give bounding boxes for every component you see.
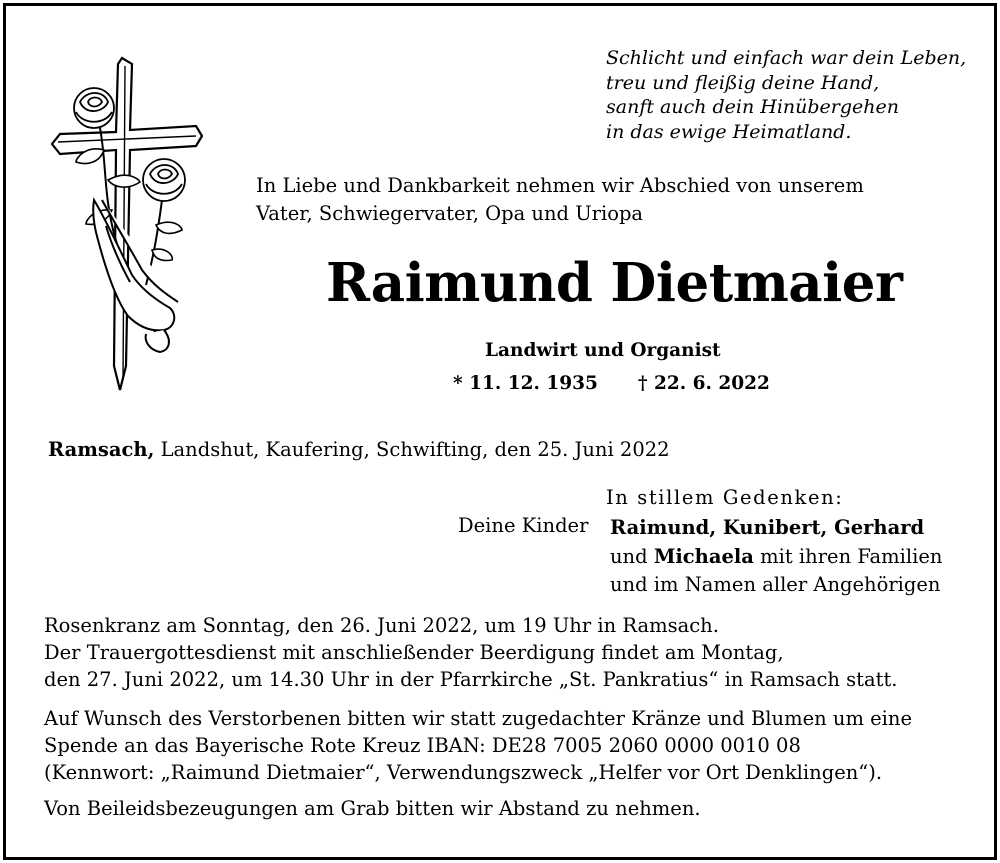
- services-line: Der Trauergottesdienst mit anschließender Beerdigung findet am Montag,: [44, 641, 784, 664]
- mourners-line3: und im Namen aller Angehörigen: [610, 573, 941, 596]
- mourners-list: [610, 514, 942, 600]
- donation-line: (Kennwort: „Raimund Dietmaier“, Verwendungszweck „Helfer vor Ort Denklingen“).: [44, 761, 883, 784]
- condolences-note: Von Beileidsbezeugungen am Grab bitten wir Abstand zu nehmen.: [44, 797, 701, 820]
- cross-roses-praying-hands-icon: [46, 50, 206, 400]
- deceased-name: Raimund Dietmaier: [326, 252, 903, 314]
- donation-paragraph: [44, 705, 912, 786]
- intro-line: Vater, Schwiegervater, Opa und Uriopa: [256, 202, 644, 225]
- place-date-line: [48, 438, 670, 461]
- services-line: den 27. Juni 2022, um 14.30 Uhr in der Pfarrkirche „St. Pankratius“ in Ramsach statt.: [44, 668, 898, 691]
- occupation: Landwirt und Organist: [485, 340, 721, 361]
- poem-line: treu und fleißig deine Hand,: [606, 71, 880, 94]
- mourners-line2-suffix: mit ihren Familien: [753, 544, 943, 568]
- mourners-label: Deine Kinder: [458, 514, 589, 537]
- intro-line: In Liebe und Dankbarkeit nehmen wir Abschied von unserem: [256, 174, 864, 197]
- donation-line: Spende an das Bayerische Rote Kreuz IBAN: DE28 7005 2060 0000 0010 08: [44, 734, 801, 757]
- life-dates: [453, 373, 770, 394]
- death-date: † 22. 6. 2022: [637, 373, 770, 394]
- children-names: Raimund, Kunibert, Gerhard: [610, 516, 925, 539]
- mourners-line2-prefix: und: [610, 544, 654, 568]
- services-line: Rosenkranz am Sonntag, den 26. Juni 2022, um 19 Uhr in Ramsach.: [44, 614, 719, 637]
- poem-line: Schlicht und einfach war dein Leben,: [606, 47, 967, 69]
- poem-line: in das ewige Heimatland.: [606, 120, 852, 143]
- birth-date: * 11. 12. 1935: [453, 373, 598, 394]
- child-name: Michaela: [653, 544, 754, 568]
- services-paragraph: [44, 612, 898, 693]
- intro-text: [256, 172, 864, 228]
- donation-line: Auf Wunsch des Verstorbenen bitten wir statt zugedachter Kränze und Blumen um eine: [44, 707, 913, 730]
- place-date-rest: Landshut, Kaufering, Schwifting, den 25. Juni 2022: [154, 438, 670, 461]
- town-name: Ramsach,: [48, 438, 155, 461]
- memorial-heading: In stillem Gedenken:: [606, 486, 844, 509]
- poem: [606, 46, 966, 144]
- poem-line: sanft auch dein Hinübergehen: [606, 96, 899, 118]
